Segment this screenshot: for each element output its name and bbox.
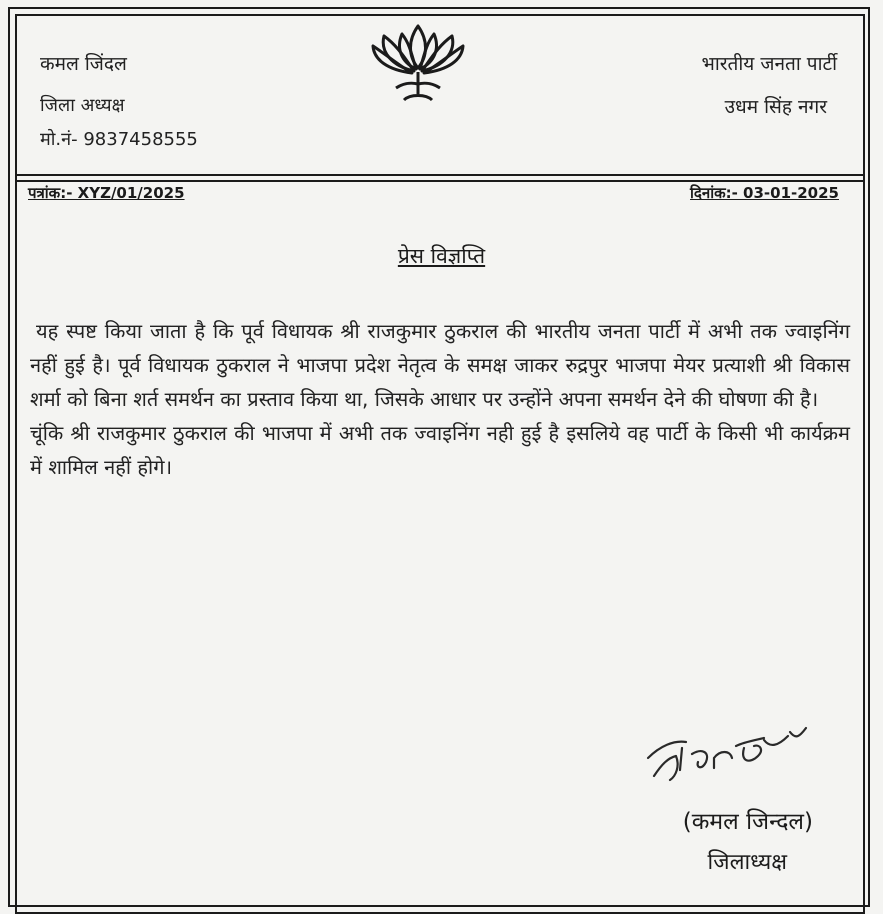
body-paragraph-1: यह स्पष्ट किया जाता है कि पूर्व विधायक श्री राजकुमार ठुकराल की भारतीय जनता पार्टी में अभी तक ज्वाइनिंग नहीं हुई है। पूर्व विधायक ठुकराल ने भाजपा प्रदेश नेतृत्व के समक्ष जाकर रुद्रपुर भाजपा मेयर प्रत्याशी श्री विकास शर्मा को बिना शर्त समर्थन का प्रस्ताव किया था, जिसके आधार पर उन्होंने अपना समर्थन देने की घोषणा की है। [30,319,850,411]
body-paragraph-2: चूंकि श्री राजकुमार ठुकराल की भाजपा में अभी तक ज्वाइनिंग नही हुई है इसलिये वह पार्टी के किसी भी कार्यक्रम में शामिल नहीं होगे। [30,421,850,479]
header-divider [15,174,865,176]
district-name: उधम सिंह नगर [724,96,827,118]
letter-date: दिनांक:- 03-01-2025 [690,184,839,202]
header-divider-second [15,180,865,182]
party-name: भारतीय जनता पार्टी [701,53,837,75]
handwritten-signature [640,718,820,788]
reference-number: पत्रांक:- XYZ/01/2025 [28,184,185,202]
letter-body [30,314,850,484]
sender-mobile: मो.नं- 9837458555 [40,129,198,150]
lotus-icon [368,22,468,108]
sender-name: कमल जिंदल [40,53,127,75]
signatory-name: (कमल जिन्दल) [682,809,813,835]
sender-designation: जिला अध्यक्ष [40,95,125,116]
document-title: प्रेस विज्ञप्ति [397,244,486,268]
signatory-designation: जिलाध्यक्ष [707,850,787,875]
